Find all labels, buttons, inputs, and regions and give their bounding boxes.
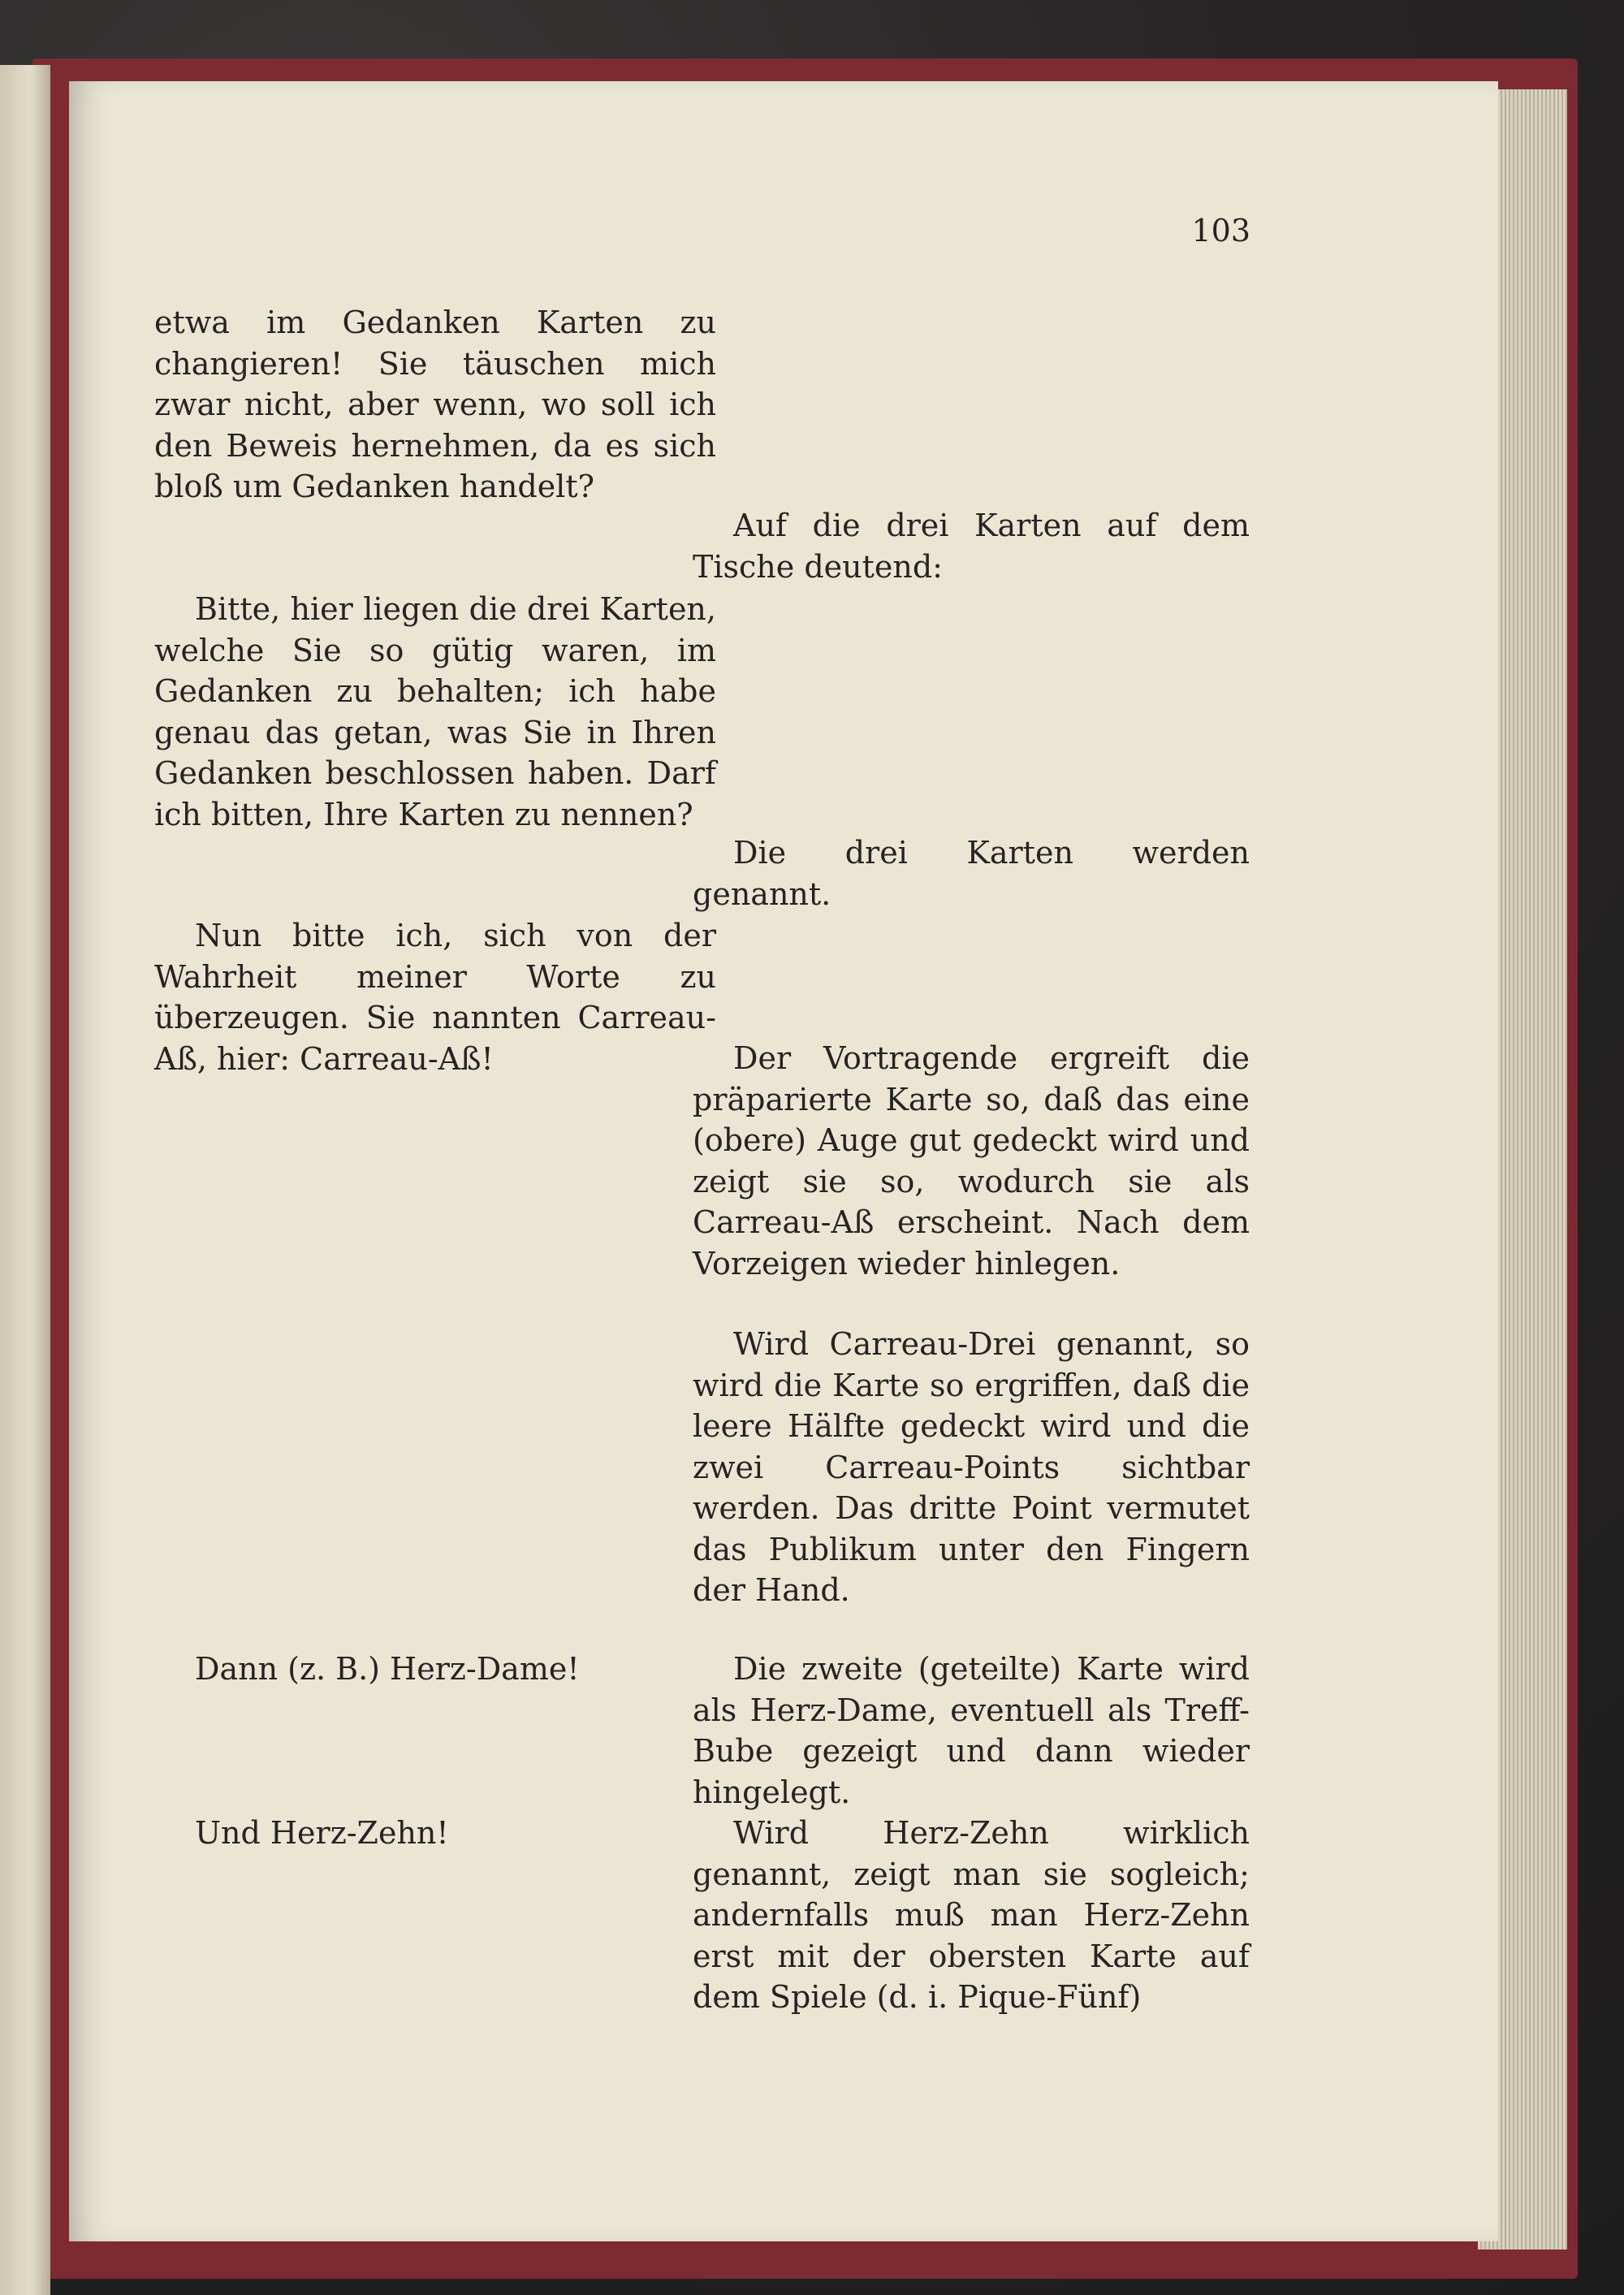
right-paragraph-6: Wird Herz-Zehn wirklich genannt, zeigt man sie sogleich; andernfalls muß man Herz-Zehn erst mit der obersten Karte auf dem Spiele (d. i. Pique-Fünf): [693, 1815, 1250, 2015]
left-paragraph-4: Dann (z. B.) Herz-Dame!: [195, 1651, 580, 1687]
previous-page-sliver: [0, 65, 50, 2295]
right-paragraph-1: Auf die drei Karten auf dem Tische deutend:: [693, 508, 1250, 585]
left-paragraph-2: Bitte, hier liegen die drei Karten, welche Sie so gütig waren, im Gedanken zu behalten; ich habe genau das getan, was Sie in Ihren Gedanken beschlossen haben. Darf ich bitten, Ihre Karten zu nennen?: [154, 591, 716, 832]
left-paragraph-3: Nun bitte ich, sich von der Wahrheit meiner Worte zu überzeugen. Sie nannten Carreau-Aß, hier: Carreau-Aß!: [154, 918, 716, 1077]
right-paragraph-2: Die drei Karten werden genannt.: [693, 835, 1250, 912]
left-paragraph-1: etwa im Gedanken Karten zu changieren! Sie täuschen mich zwar nicht, aber wenn, wo soll ich den Beweis hernehmen, da es sich bloß um Gedanken handelt?: [154, 305, 716, 504]
left-paragraph-5: Und Herz-Zehn!: [195, 1815, 449, 1851]
page-number: 103: [1191, 213, 1250, 249]
right-paragraph-3: Der Vortragende ergreift die präparierte Karte so, daß das eine (obere) Auge gut gedeckt wird und zeigt sie so, wodurch sie als Carreau-Aß erscheint. Nach dem Vorzeigen wieder hinlegen.: [693, 1040, 1250, 1281]
right-paragraph-5: Die zweite (geteilte) Karte wird als Herz-Dame, eventuell als Treff-Bube gezeigt und dann wieder hingelegt.: [693, 1651, 1250, 1810]
right-paragraph-4: Wird Carreau-Drei genannt, so wird die Karte so ergriffen, daß die leere Hälfte gedeckt wird und die zwei Carreau-Points sichtbar werden. Das dritte Point vermutet das Publikum unter den Fingern der Hand.: [693, 1326, 1250, 1608]
